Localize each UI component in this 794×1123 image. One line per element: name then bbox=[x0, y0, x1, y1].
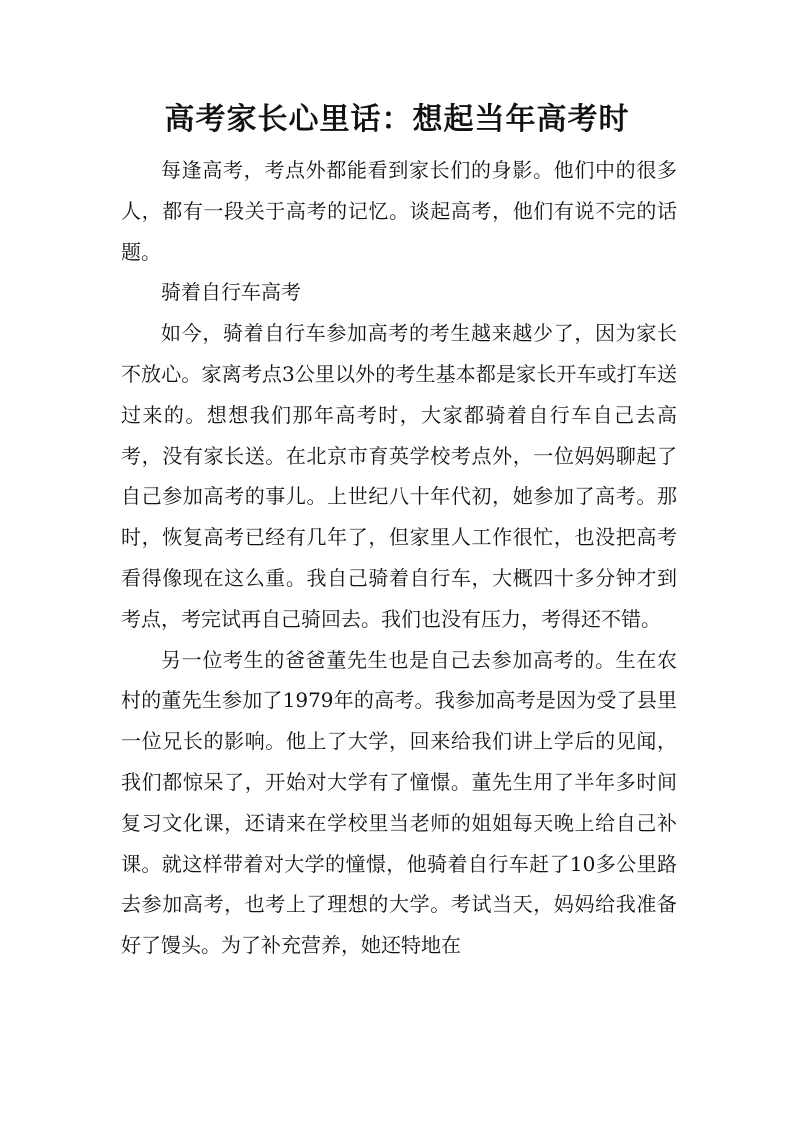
document-body bbox=[121, 150, 677, 966]
document-title: 高考家长心里话：想起当年高考时 bbox=[164, 102, 630, 137]
section-heading: 骑着自行车高考 bbox=[161, 280, 301, 305]
paragraph-father-story: 另一位考生的爸爸董先生也是自己去参加高考的。生在农村的董先生参加了1979年的高考。我参加高考是因为受了县里一位兄长的影响。他上了大学，回来给我们讲上学后的见闻，我们都惊呆了，开始对大学有了憧憬。董先生用了半年多时间复习文化课，还请来在学校里当老师的姐姐每天晚上给自己补课。就这样带着对大学的憧憬，他骑着自行车赶了10多公里路去参加高考，也考上了理想的大学。考试当天，妈妈给我准备好了馒头。为了补充营养，她还特地在 bbox=[121, 647, 677, 958]
paragraph-intro: 每逢高考，考点外都能看到家长们的身影。他们中的很多人，都有一段关于高考的记忆。谈起高考，他们有说不完的话题。 bbox=[121, 158, 677, 264]
paragraph-mother-story: 如今，骑着自行车参加高考的考生越来越少了，因为家长不放心。家离考点3公里以外的考生基本都是家长开车或打车送过来的。想想我们那年高考时，大家都骑着自行车自己去高考，没有家长送。在北京市育英学校考点外，一位妈妈聊起了自己参加高考的事儿。上世纪八十年代初，她参加了高考。那时，恢复高考已经有几年了，但家里人工作很忙，也没把高考看得像现在这么重。我自己骑着自行车，大概四十多分钟才到考点，考完试再自己骑回去。我们也没有压力，考得还不错。 bbox=[121, 321, 677, 631]
